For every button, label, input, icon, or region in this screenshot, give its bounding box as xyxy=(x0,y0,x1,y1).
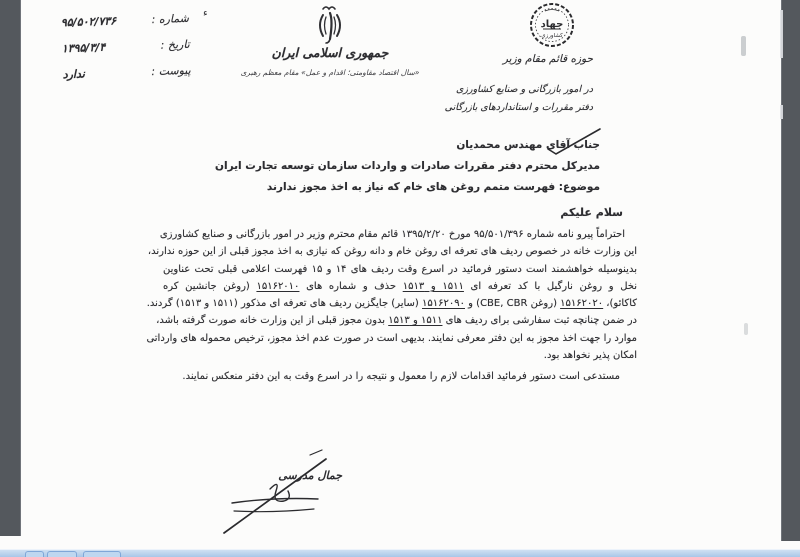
taskbar[interactable] xyxy=(0,549,800,557)
iran-emblem-icon xyxy=(310,3,350,45)
taskbar-button[interactable] xyxy=(25,551,44,557)
salutation: سلام علیکم xyxy=(560,206,623,219)
jahad-keshavarzi-stamp-icon xyxy=(528,1,576,49)
meta-attachment-row xyxy=(62,64,190,81)
body-line: کاکائو)، ۱۵۱۶۲۰۲۰ (روغن CBE, CBR) و ۱۵۱۶۲۰۹۰ (سایر) جایگزین ردیف های تعرفه ای مذکور (۱۵۱۱ و ۱۵۱۳) گردند. xyxy=(146,298,637,310)
signature-scribble-icon xyxy=(212,445,352,541)
scan-notch xyxy=(780,105,783,119)
stamp-title: جهاد xyxy=(540,19,564,30)
window-edge-left xyxy=(0,0,21,536)
body-line: موارد را جهت اخذ مجوز به این دفتر معرفی نمایند. بدیهی است در صورت عدم اخذ مجوز، ترخیص محموله های وارداتی xyxy=(146,332,637,344)
meta-number-row xyxy=(61,12,189,29)
letter-body xyxy=(146,226,638,385)
handwritten-corner-mark: ء xyxy=(203,8,208,19)
body-line: این وزارت خانه در خصوص ردیف های تعرفه ای روغن خام و دانه روغن که نیازی به اخذ مجوز قبلی از این حوزه ندارند، xyxy=(147,246,637,258)
org-office-line: حوزه قائم مقام وزیر xyxy=(502,53,593,65)
body-line: بدینوسیله خواهشمند است دستور فرمائید در اسرع وقت ردیف های ۱۴ و ۱۵ فهرست اعلامی قبلی تحت عناوین xyxy=(163,263,637,275)
meta-date-value: ۱۳۹۵/۳/۴ xyxy=(61,40,106,56)
body-line: در ضمن چنانچه ثبت سفارشی برای ردیف های ۱۵۱۱ و ۱۵۱۳ بدون مجوز قبلی از این وزارت خانه صورت گرفته باشد، xyxy=(156,315,637,327)
org-bureau-line: دفتر مقررات و استانداردهای بازرگانی xyxy=(444,102,593,113)
org-department-line: در امور بازرگانی و صنایع کشاورزی xyxy=(455,84,593,95)
recipient-title: مدیرکل محترم دفتر مقررات صادرات و واردات سازمان توسعه تجارت ایران xyxy=(215,160,600,172)
meta-number-label: شماره : xyxy=(151,11,190,27)
body-line: امکان پذیر نخواهد بود. xyxy=(543,350,637,362)
country-title: جمهوری اسلامی ایران xyxy=(271,45,389,60)
closing-line: مستدعی است دستور فرمائید اقدامات لازم را معمول و نتیجه را در اسرع وقت به این دفتر منعکس نمایند. xyxy=(182,371,620,383)
year-slogan: «سال اقتصاد مقاومتی؛ اقدام و عمل» مقام معظم رهبری xyxy=(240,68,420,77)
stamp-subtitle: کشاورزی xyxy=(541,33,563,39)
recipient-block xyxy=(180,135,600,198)
letter-meta-block xyxy=(61,12,192,94)
meta-date-label: تاریخ : xyxy=(160,37,190,52)
taskbar-button[interactable] xyxy=(47,551,77,557)
window-edge-right xyxy=(781,0,800,541)
taskbar-button[interactable] xyxy=(83,551,121,557)
body-line: احتراماً پیرو نامه شماره ۹۵/۵۰۱/۳۹۶ مورخ ۱۳۹۵/۲/۲۰ قائم مقام محترم وزیر در امور بازرگانی و صنایع کشاورزی xyxy=(159,229,625,240)
meta-attachment-label: پیوست : xyxy=(151,63,191,79)
body-lines xyxy=(146,226,638,364)
signature-name: جمال مدرسی xyxy=(278,469,342,482)
scan-smudge xyxy=(744,323,748,335)
scan-notch xyxy=(780,10,783,58)
signature-block xyxy=(212,445,352,541)
scan-smudge xyxy=(741,36,746,56)
meta-date-row xyxy=(62,38,190,55)
meta-number-value: ۹۵/۵۰۲/۷۳۶ xyxy=(60,14,117,30)
body-line: نخل و روغن نارگیل با کد تعرفه ای ۱۵۱۱ و ۱۵۱۳ حذف و شماره های ۱۵۱۶۲۰۱۰ (روغن جانشین کره xyxy=(163,280,638,292)
recipient-name: جناب آقای مهندس محمدیان xyxy=(456,139,600,151)
letter-subject: موضوع: فهرست متمم روغن های خام که نیاز به اخذ مجوز ندارند xyxy=(266,181,600,193)
meta-attachment-value: ندارد xyxy=(62,67,86,82)
